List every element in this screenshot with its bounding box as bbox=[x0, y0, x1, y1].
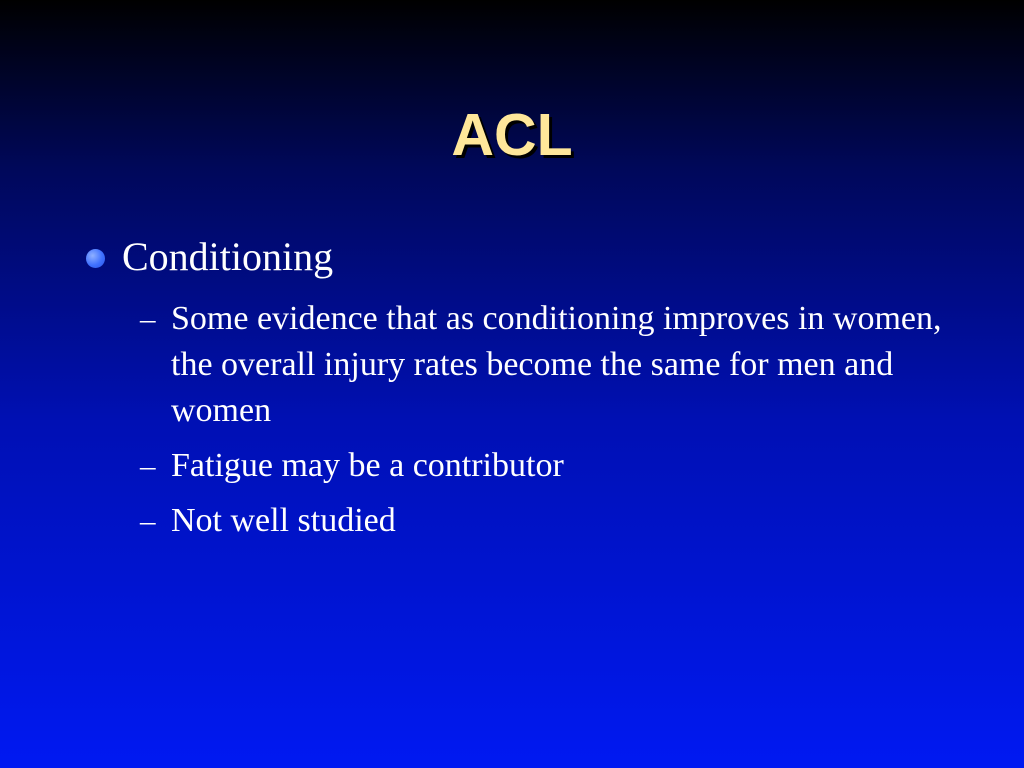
sub-bullet-list bbox=[140, 296, 960, 553]
dash-icon: – bbox=[140, 448, 156, 483]
sub-bullet-text: Fatigue may be a contributor bbox=[171, 447, 564, 484]
sub-bullet-item bbox=[140, 498, 960, 544]
slide-title: ACL bbox=[451, 102, 573, 168]
sub-bullet-item bbox=[140, 296, 960, 434]
sub-bullet-text: Not well studied bbox=[171, 502, 396, 539]
sub-bullet-item bbox=[140, 443, 960, 489]
bullet-dot-icon bbox=[86, 249, 105, 268]
dash-icon: – bbox=[140, 503, 156, 538]
sub-bullet-text: Some evidence that as conditioning improves in women, the overall injury rates become the same for men and women bbox=[171, 300, 942, 429]
dash-icon: – bbox=[140, 301, 156, 336]
bullet-text: Conditioning bbox=[122, 234, 334, 279]
bullet-item bbox=[86, 232, 333, 282]
